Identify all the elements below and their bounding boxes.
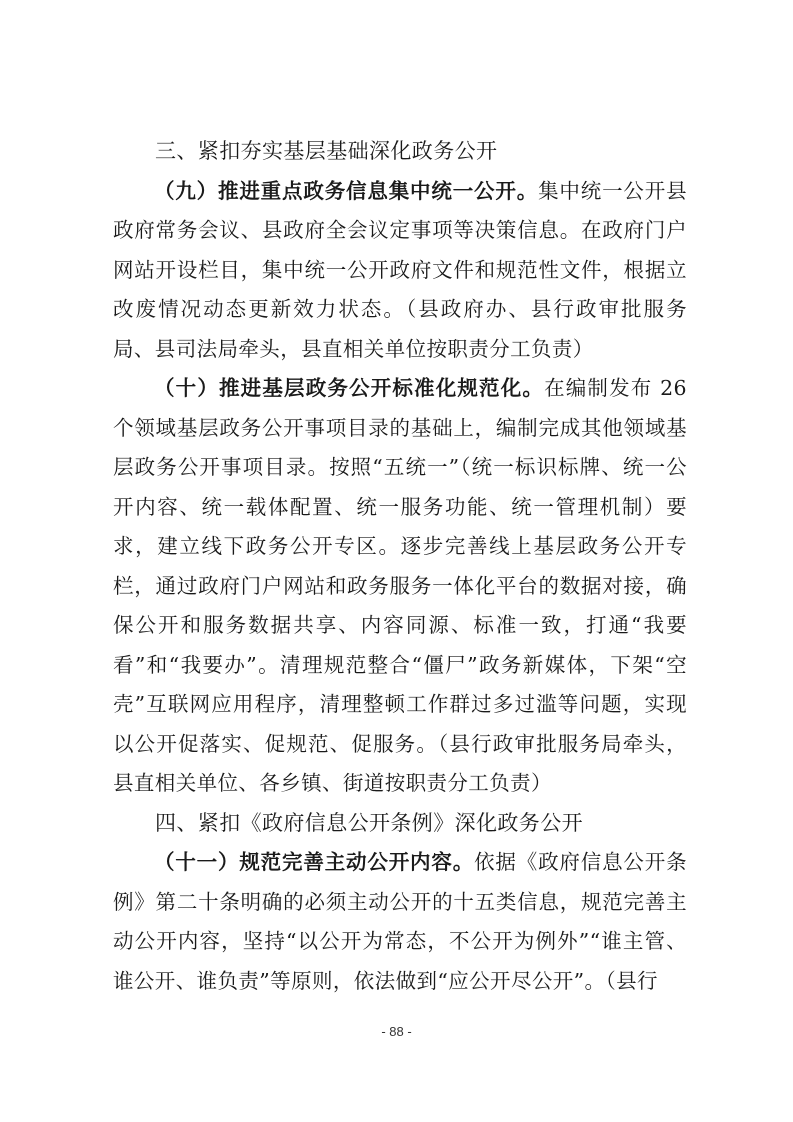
paragraph-body: 依据《政府信息公开条例》第二十条明确的必须主动公开的十五类信息，规范完善主动公开内容，坚持“以公开为常态，不公开为例外”“谁主管、谁公开、谁负责”等原则，依法做到“应公开尽公开”。（县行 [113, 850, 687, 993]
paragraph-lead: （十）推进基层政务公开标准化规范化。 [154, 376, 545, 400]
paragraph-body: 在编制发布 26 个领域基层政务公开事项目录的基础上，编制完成其他领域基层政务公开事项目录。按照“五统一”（统一标识标牌、统一公开内容、统一载体配置、统一服务功能、统一管理机制）要求，建立线下政务公开专区。逐步完善线上基层政务公开专栏，通过政府门户网站和政务服务一体化平台的数据对接，确保公开和服务数据共享、内容同源、标准一致，打通“我要看”和“我要办”。清理规范整合“僵尸”政务新媒体，下架“空壳”互联网应用程序，清理整顿工作群过多过滥等问题，实现以公开促落实、促规范、促服务。（县行政审批服务局牵头，县直相关单位、各乡镇、街道按职责分工负责） [113, 376, 687, 795]
paragraph-11 [113, 843, 687, 1001]
document-body [113, 132, 687, 1001]
paragraph-body: 集中统一公开县政府常务会议、县政府全会议定事项等决策信息。在政府门户网站开设栏目，集中统一公开政府文件和规范性文件，根据立改废情况动态更新效力状态。（县政府办、县行政审批服务局、县司法局牵头，县直相关单位按职责分工负责） [113, 178, 687, 361]
page-number: - 88 - [381, 1024, 412, 1039]
paragraph-lead: （九）推进重点政务信息集中统一公开。 [154, 178, 539, 203]
section-heading-4: 四、紧扣《政府信息公开条例》深化政务公开 [155, 810, 583, 835]
section-heading-3: 三、紧扣夯实基层基础深化政务公开 [155, 139, 498, 163]
paragraph-9 [113, 172, 687, 370]
paragraph-lead: （十一）规范完善主动公开内容。 [154, 850, 475, 874]
paragraph-10 [113, 369, 687, 804]
